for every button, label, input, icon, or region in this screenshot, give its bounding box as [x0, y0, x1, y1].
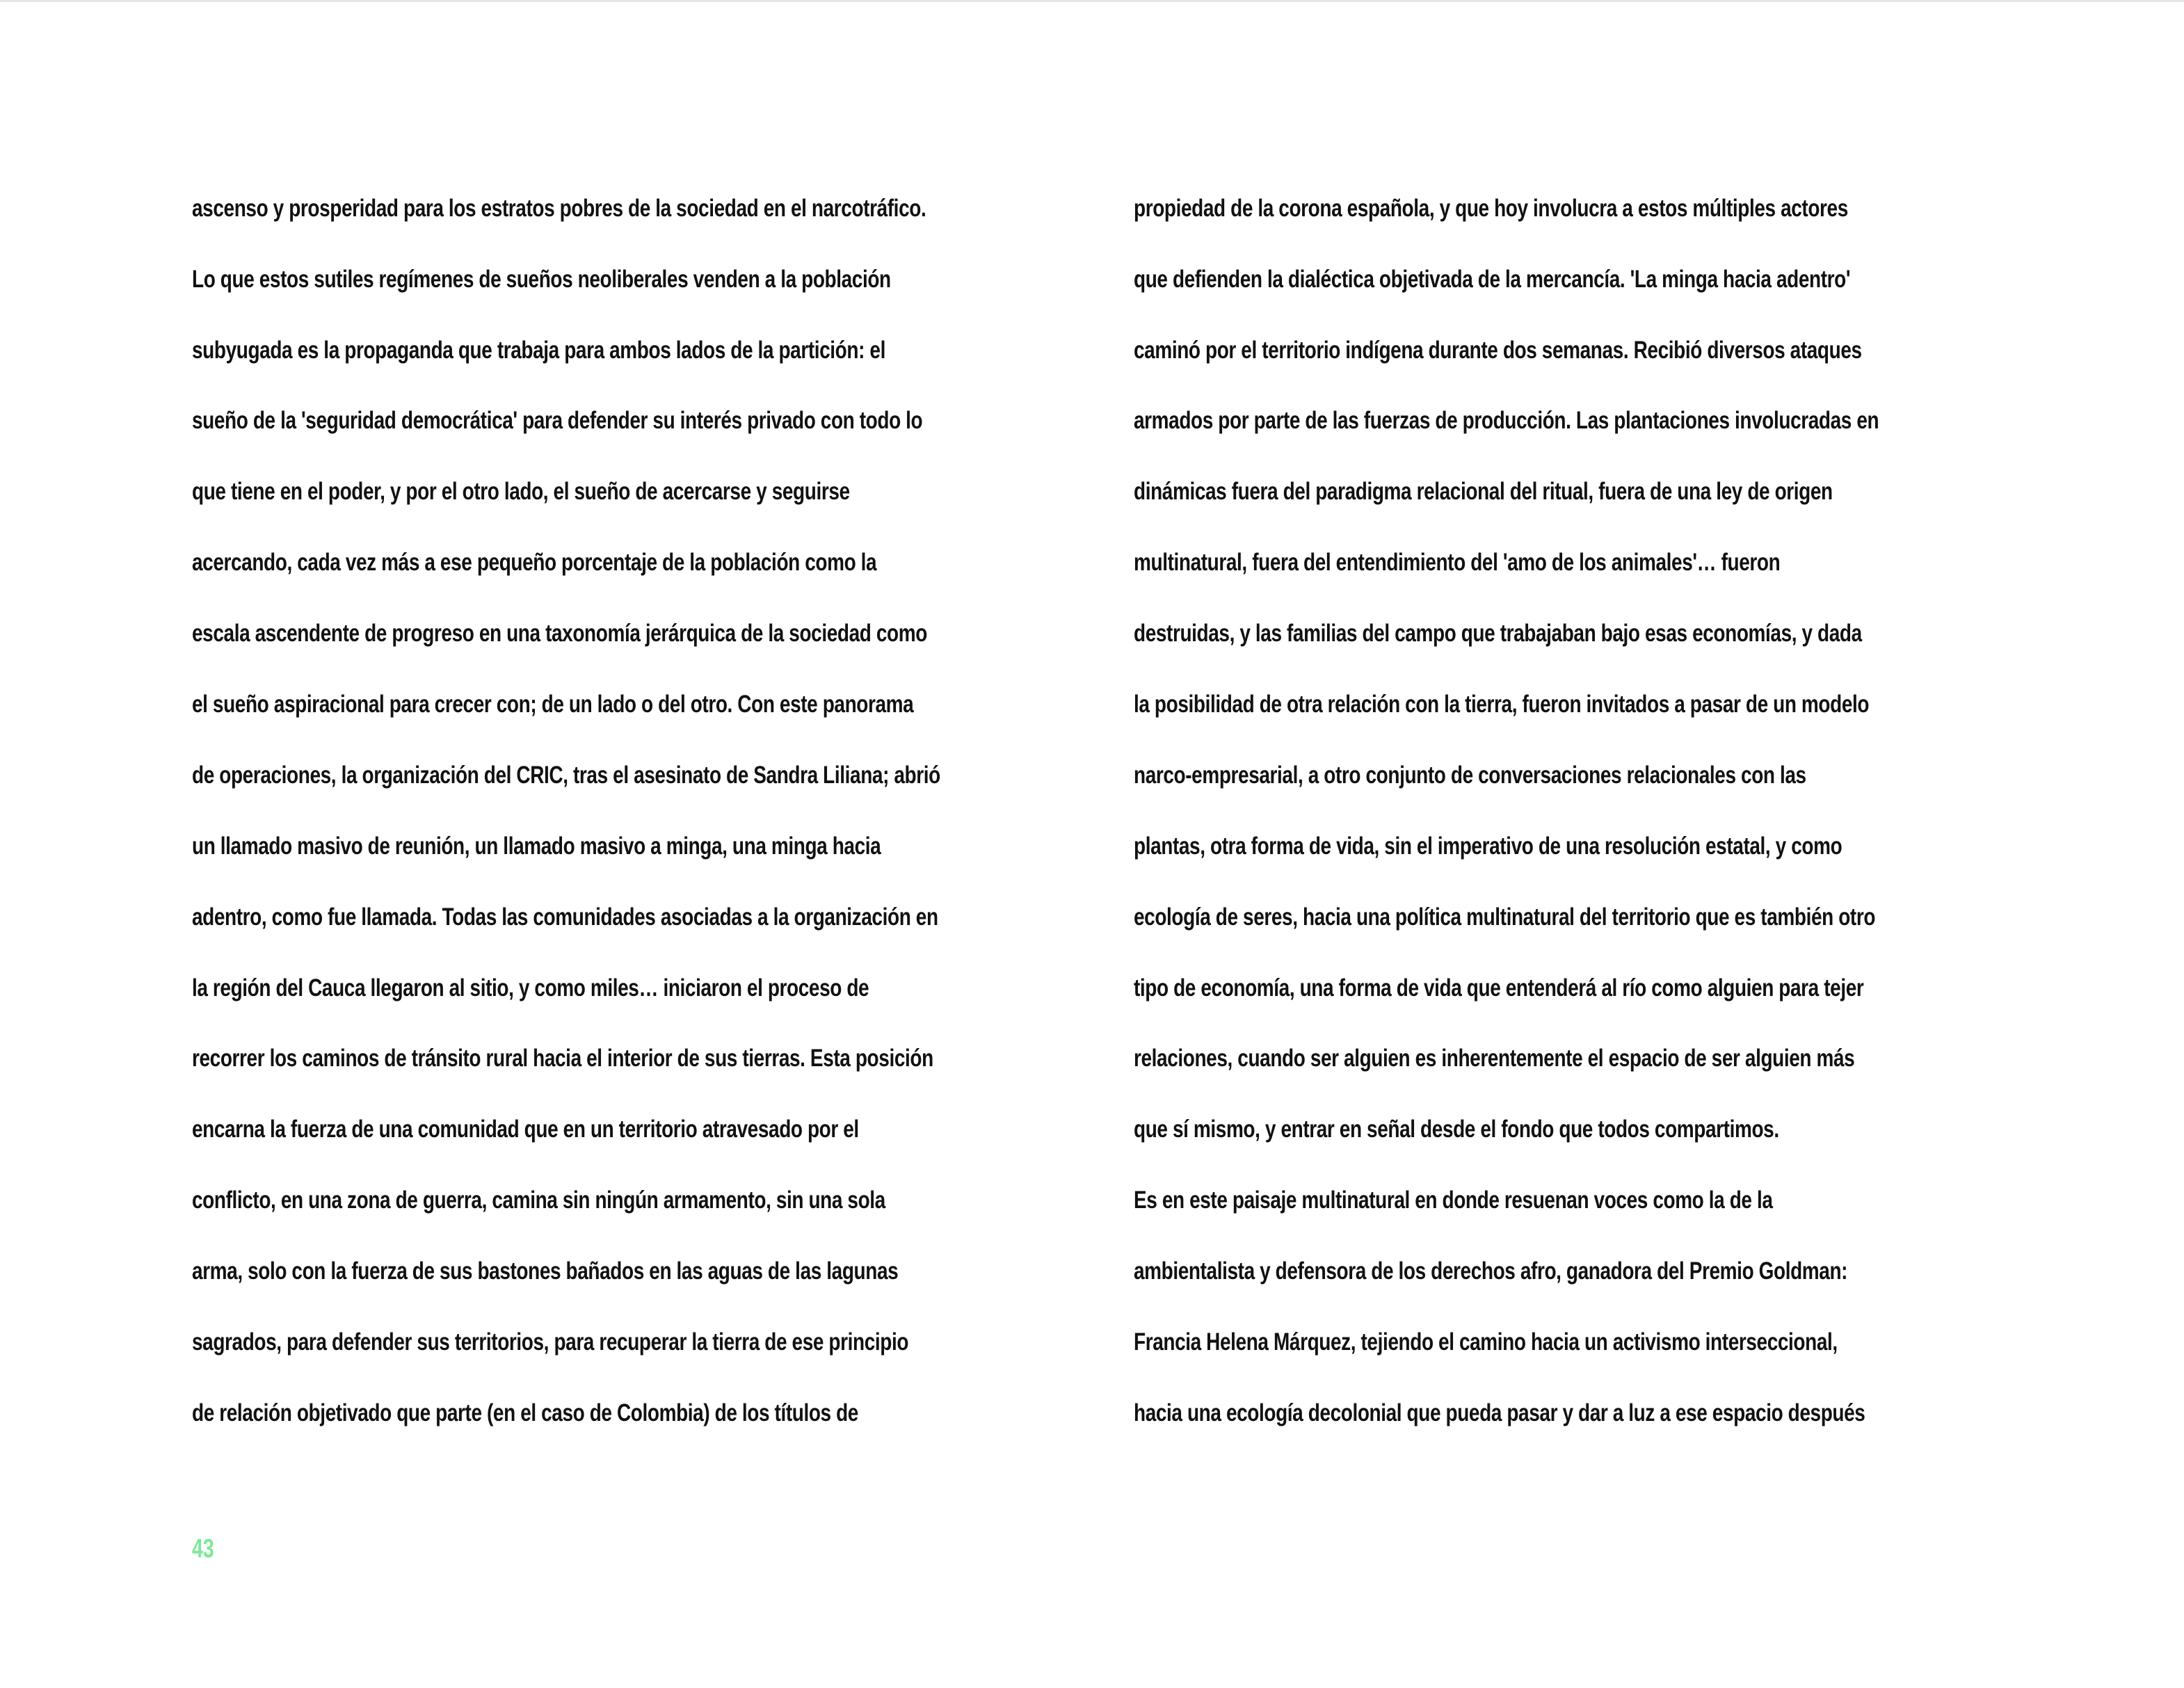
- text-line: hacia una ecología decolonial que pueda pasar y dar a luz a ese espacio después: [1134, 1399, 1865, 1426]
- text-line: de relación objetivado que parte (en el caso de Colombia) de los títulos de: [192, 1399, 858, 1426]
- text-line: relaciones, cuando ser alguien es inherentemente el espacio de ser alguien más: [1134, 1045, 1855, 1072]
- text-line: dinámicas fuera del paradigma relacional del ritual, fuera de una ley de origen: [1134, 478, 1833, 505]
- text-line: tipo de economía, una forma de vida que entenderá al río como alguien para tejer: [1134, 974, 1864, 1002]
- text-line: la posibilidad de otra relación con la tierra, fueron invitados a pasar de un modelo: [1134, 691, 1870, 718]
- text-line: arma, solo con la fuerza de sus bastones bañados en las aguas de las lagunas: [192, 1257, 899, 1285]
- text-line: que tiene en el poder, y por el otro lado, el sueño de acercarse y seguirse: [192, 478, 850, 505]
- text-line: que defienden la dialéctica objetivada de la mercancía. 'La minga hacia adentro': [1134, 266, 1851, 293]
- text-line: destruidas, y las familias del campo que trabajaban bajo esas economías, y dada: [1134, 620, 1862, 647]
- page-number: 43: [192, 1534, 214, 1564]
- text-line: ecología de seres, hacia una política multinatural del territorio que es también otro: [1134, 903, 1876, 931]
- top-border-rule: [0, 0, 2184, 2]
- text-line: ascenso y prosperidad para los estratos pobres de la sociedad en el narcotráfico.: [192, 195, 926, 222]
- text-line: armados por parte de las fuerzas de producción. Las plantaciones involucradas en: [1134, 407, 1879, 434]
- text-line: encarna la fuerza de una comunidad que en un territorio atravesado por el: [192, 1116, 859, 1143]
- text-line: de operaciones, la organización del CRIC, tras el asesinato de Sandra Liliana; abrió: [192, 762, 940, 789]
- text-line: narco-empresarial, a otro conjunto de conversaciones relacionales con las: [1134, 762, 1806, 789]
- text-line: sueño de la 'seguridad democrática' para defender su interés privado con todo lo: [192, 407, 923, 434]
- text-line: que sí mismo, y entrar en señal desde el fondo que todos compartimos.: [1134, 1116, 1779, 1143]
- text-line: escala ascendente de progreso en una taxonomía jerárquica de la sociedad como: [192, 620, 927, 647]
- text-line: acercando, cada vez más a ese pequeño porcentaje de la población como la: [192, 549, 877, 576]
- text-line: plantas, otra forma de vida, sin el imperativo de una resolución estatal, y como: [1134, 833, 1842, 860]
- text-line: multinatural, fuera del entendimiento del 'amo de los animales'… fueron: [1134, 549, 1781, 576]
- text-line: ambientalista y defensora de los derechos afro, ganadora del Premio Goldman:: [1134, 1257, 1848, 1285]
- text-line: recorrer los caminos de tránsito rural hacia el interior de sus tierras. Esta posición: [192, 1045, 933, 1072]
- text-line: un llamado masivo de reunión, un llamado masivo a minga, una minga hacia: [192, 833, 881, 860]
- text-line: Lo que estos sutiles regímenes de sueños neoliberales venden a la población: [192, 266, 891, 293]
- text-line: propiedad de la corona española, y que hoy involucra a estos múltiples actores: [1134, 195, 1848, 222]
- text-line: sagrados, para defender sus territorios, para recuperar la tierra de ese principio: [192, 1328, 909, 1356]
- text-line: adentro, como fue llamada. Todas las comunidades asociadas a la organización en: [192, 903, 938, 931]
- text-line: la región del Cauca llegaron al sitio, y como miles… iniciaron el proceso de: [192, 974, 869, 1002]
- text-line: caminó por el territorio indígena durante dos semanas. Recibió diversos ataques: [1134, 337, 1862, 364]
- text-line: conflicto, en una zona de guerra, camina sin ningún armamento, sin una sola: [192, 1187, 885, 1214]
- text-line: Es en este paisaje multinatural en donde resuenan voces como la de la: [1134, 1187, 1773, 1214]
- text-line: el sueño aspiracional para crecer con; de un lado o del otro. Con este panorama: [192, 691, 914, 718]
- text-line: subyugada es la propaganda que trabaja para ambos lados de la partición: el: [192, 337, 885, 364]
- text-line: Francia Helena Márquez, tejiendo el camino hacia un activismo interseccional,: [1134, 1328, 1838, 1356]
